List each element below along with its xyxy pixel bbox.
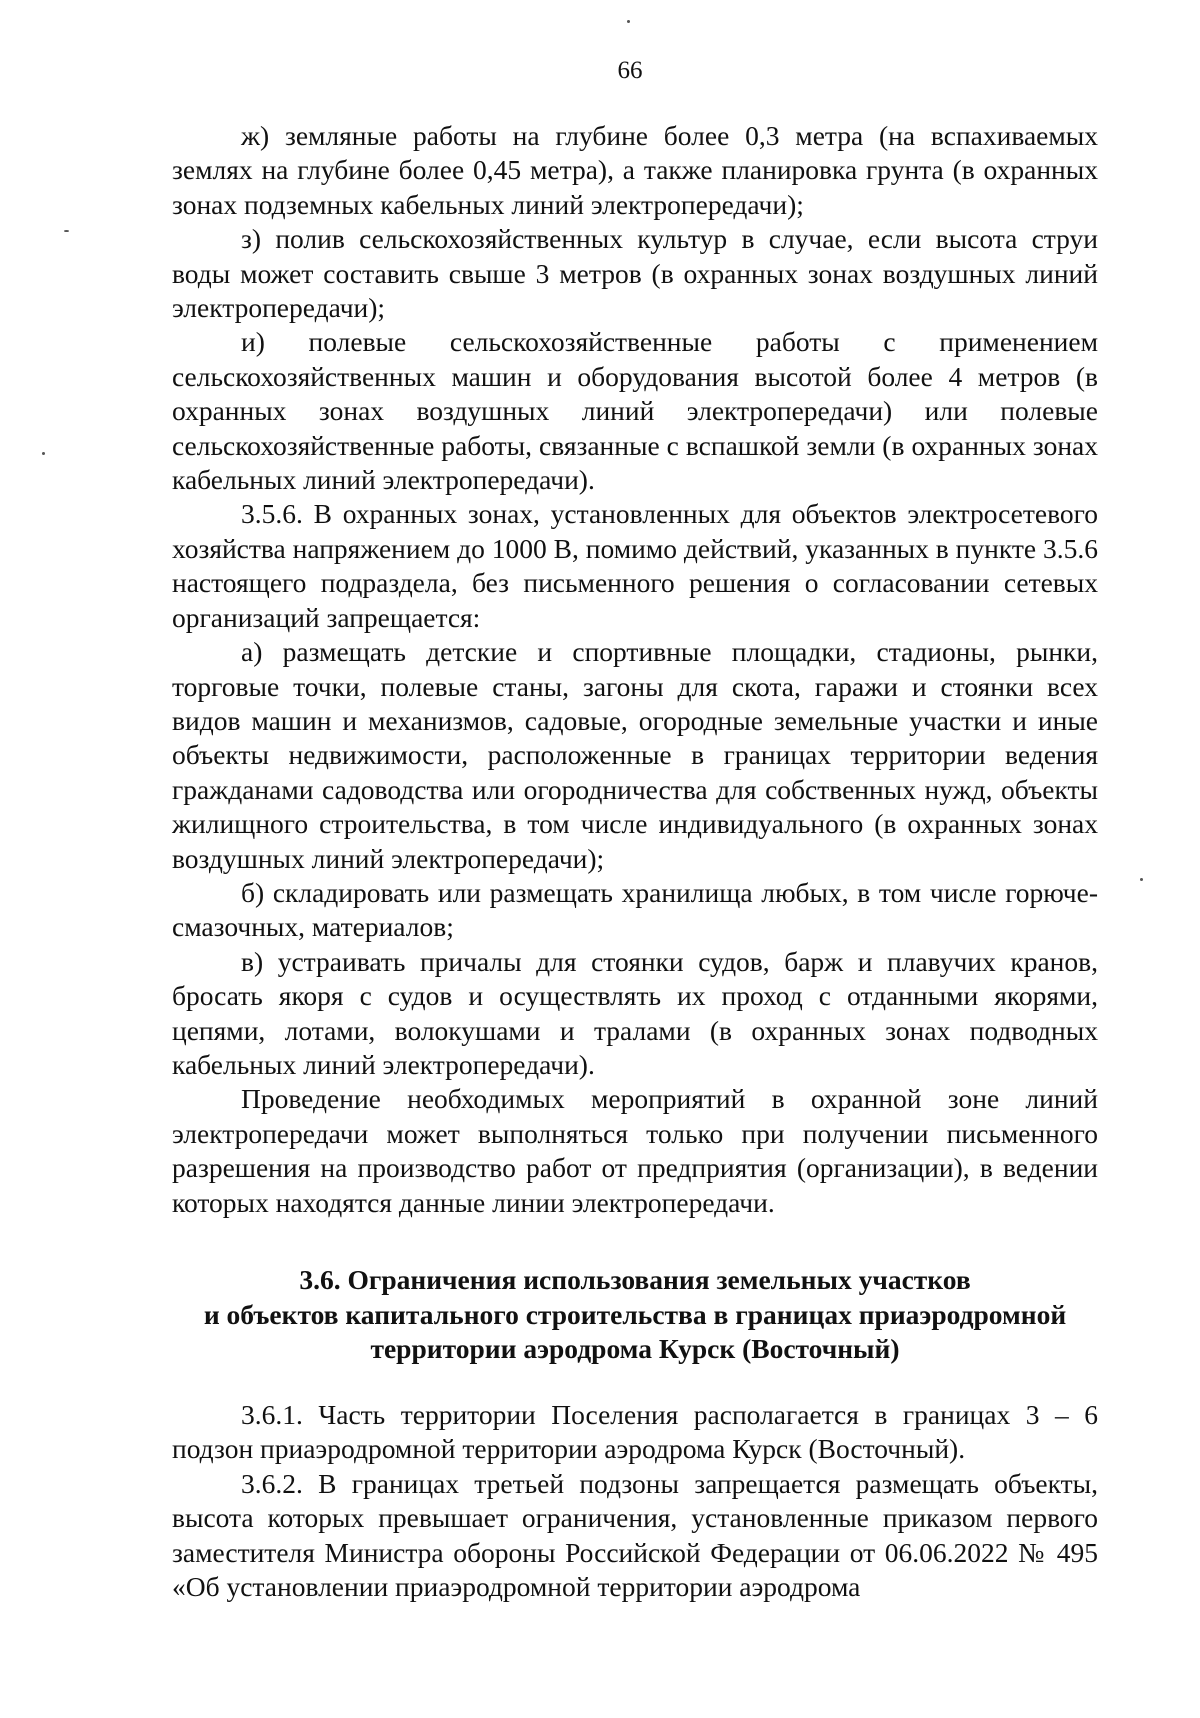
- paragraph-z: з) полив сельскохозяйственных культур в случае, если высота струи воды может составить свыше 3 метров (в охранных зонах воздушных линий электропередачи);: [172, 223, 1098, 324]
- scan-speck: [64, 230, 69, 232]
- paragraph-a: а) размещать детские и спортивные площадки, стадионы, рынки, торговые точки, полевые станы, загоны для скота, гаражи и стоянки всех видов машин и механизмов, садовые, огородные земельные участки и иные объекты недвижимости, расположенные в границах территории ведения гражданами садоводства или огородничества для собственных нужд, объекты жилищного строительства, в том числе индивидуального (в охранных зонах воздушных линий электропередачи);: [172, 636, 1098, 874]
- section-heading-line-3: территории аэродрома Курск (Восточный): [370, 1333, 900, 1364]
- paragraph-zh: ж) земляные работы на глубине более 0,3 метра (на вспахиваемых землях на глубине более 0,45 метра), а также планировка грунта (в охранных зонах подземных кабельных линий электропередачи);: [172, 120, 1098, 220]
- paragraph-b: б) складировать или размещать хранилища любых, в том числе горюче-смазочных, материалов;: [172, 876, 1098, 943]
- paragraph-3-6-1: 3.6.1. Часть территории Поселения располагается в границах 3 – 6 подзон приаэродромной территории аэродрома Курск (Восточный).: [172, 1399, 1098, 1465]
- paragraph-v: в) устраивать причалы для стоянки судов, барж и плавучих кранов, бросать якоря с судов и осуществлять их проход с отданными якорями, цепями, лотами, волокушами и тралами (в охранных зонах подводных кабельных линий электропередачи).: [172, 945, 1098, 1080]
- paragraph-3-5-6: 3.5.6. В охранных зонах, установленных для объектов электросетевого хозяйства напряжением до 1000 В, помимо действий, указанных в пункте 3.5.6 настоящего подраздела, без письменного решения о согласовании сетевых организаций запрещается:: [172, 498, 1098, 633]
- section-heading-line-2: и объектов капитального строительства в границах приаэродромной: [203, 1298, 1067, 1330]
- document-body: [172, 119, 1098, 1220]
- section-heading-line-1: 3.6. Ограничения использования земельных участков: [299, 1264, 971, 1295]
- scan-speck: [1140, 878, 1143, 881]
- page-number: 66: [617, 57, 643, 84]
- paragraph-3-6-2: 3.6.2. В границах третьей подзоны запрещается размещать объекты, высота которых превышает ограничения, установленные приказом первого заместителя Министра обороны Российской Федерации от 06.06.2022 № 495 «Об установлении приаэродромной территории аэродрома: [172, 1467, 1098, 1603]
- section-heading: [172, 1263, 1098, 1367]
- paragraph-works-permission: Проведение необходимых мероприятий в охранной зоне линий электропередачи может выполняться только при получении письменного разрешения на производство работ от предприятия (организации), в ведении которых находятся данные линии электропередачи.: [172, 1083, 1098, 1218]
- paragraph-i: и) полевые сельскохозяйственные работы с применением сельскохозяйственных машин и оборудования высотой более 4 метров (в охранных зонах воздушных линий электропередачи) или полевые сельскохозяйственные работы, связанные с вспашкой земли (в охранных зонах кабельных линий электропередачи).: [172, 326, 1098, 496]
- scan-speck: [627, 20, 630, 23]
- scan-speck: [42, 452, 45, 455]
- section-body: [172, 1398, 1098, 1604]
